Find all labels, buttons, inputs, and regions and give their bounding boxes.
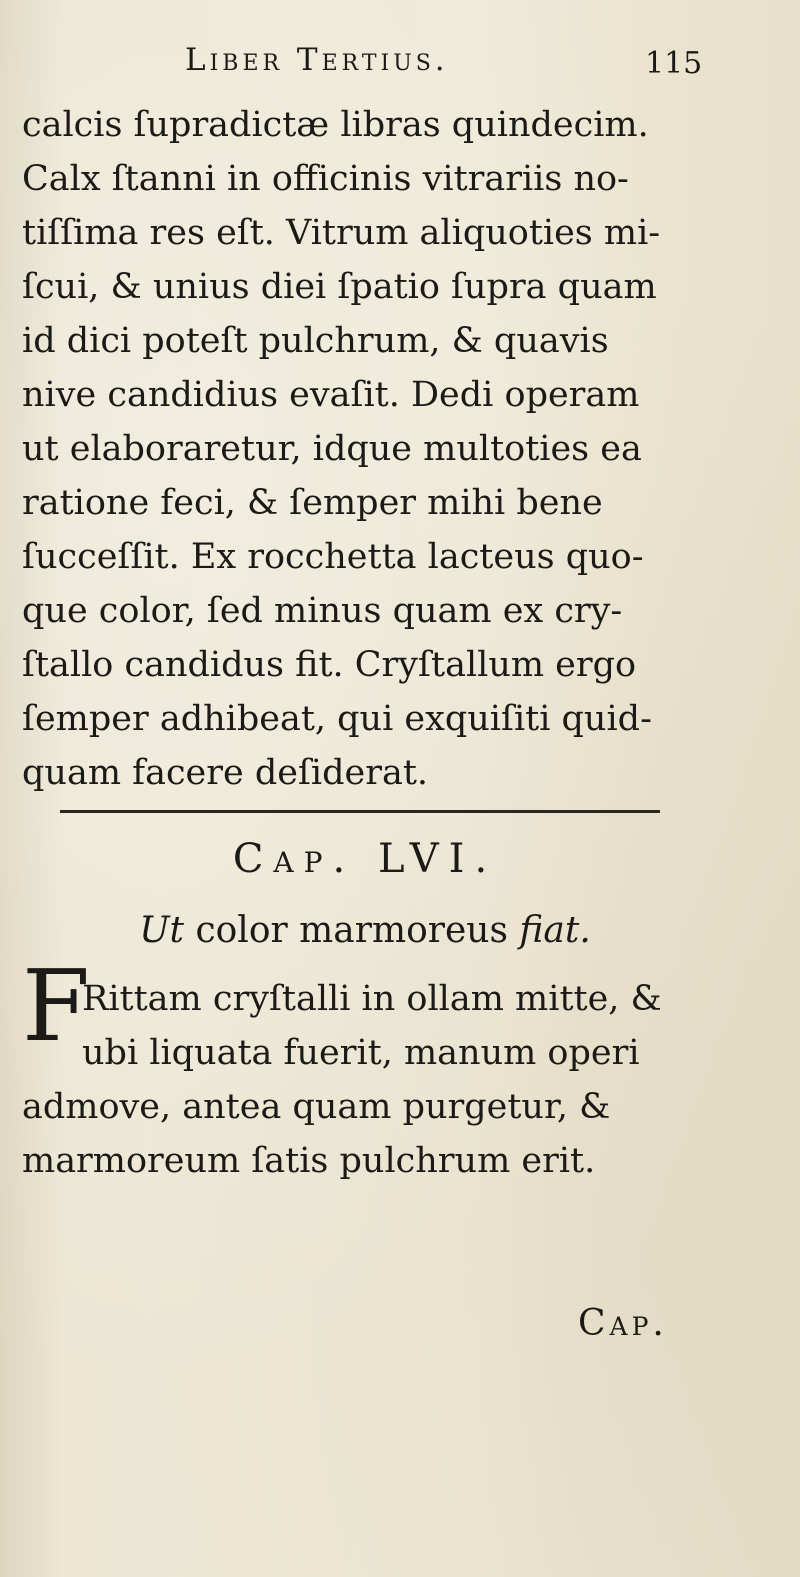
text-line: ſemper adhibeat, qui exquiſiti quid- <box>22 699 652 739</box>
drop-cap: F <box>22 950 90 1064</box>
text-line: ſucceſſit. Ex rocchetta lacteus quo- <box>22 537 644 577</box>
text-line: marmoreum ſatis pulchrum erit. <box>22 1141 596 1181</box>
text-line: nive candidius evaſit. Dedi operam <box>22 375 640 415</box>
text-line: que color, ſed minus quam ex cry- <box>22 591 623 631</box>
text-line: calcis ſupradictæ libras quindecim. <box>22 105 649 145</box>
section-divider <box>60 810 660 813</box>
subtitle-italic-start: Ut <box>139 910 185 951</box>
chapter-heading <box>0 836 730 882</box>
page-number: 115 <box>645 46 703 81</box>
text-line: ratione feci, & ſemper mihi bene <box>22 483 603 523</box>
text-line: admove, antea quam purgetur, & <box>22 1087 611 1127</box>
text-line: tiſſima res eſt. Vitrum aliquoties mi- <box>22 213 661 253</box>
text-line: ſtallo candidus fit. Cryſtallum ergo <box>22 645 637 685</box>
chapter-body <box>22 972 712 1188</box>
text-line: id dici poteſt pulchrum, & quavis <box>22 321 609 361</box>
chapter-label: Cap. <box>232 836 356 882</box>
chapter-number: LVI. <box>377 836 498 882</box>
body-text <box>22 98 712 800</box>
text-line: ubi liquata fuerit, manum operi <box>82 1033 640 1073</box>
text-line: Rittam cryſtalli in ollam mitte, & <box>82 979 662 1019</box>
text-line: ſcui, & unius diei ſpatio ſupra quam <box>22 267 657 307</box>
catchword: Cap. <box>578 1303 668 1344</box>
running-title: Liber Tertius. <box>185 42 449 78</box>
subtitle-roman: color marmoreus <box>184 910 520 951</box>
chapter-subtitle <box>0 910 730 951</box>
text-line: ut elaboraretur, idque multoties ea <box>22 429 642 469</box>
text-line: Calx ſtanni in officinis vitrariis no- <box>22 159 629 199</box>
subtitle-italic-end: fiat. <box>519 910 591 951</box>
text-line: quam facere deſiderat. <box>22 753 429 793</box>
